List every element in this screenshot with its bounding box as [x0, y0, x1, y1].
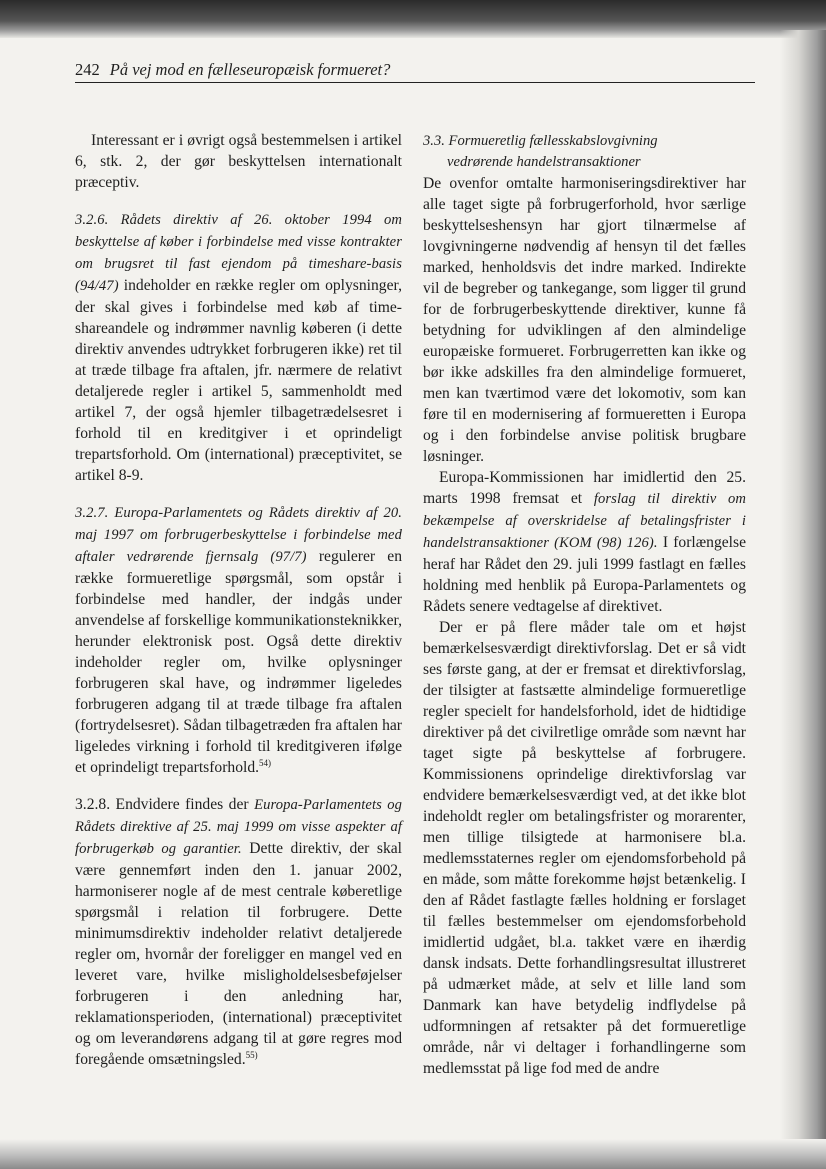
- page-number: 242: [75, 60, 100, 79]
- paragraph-3-3-2-end: I forlængelse heraf har Rådet den 29. juli 1999 fastlagt en fælles holdning med henblik på Europa-Parlamentets og Rådets senere vedtagelse af direktivet.: [423, 534, 746, 615]
- section-3-2-6-body: indeholder en række regler om oplysninger, der skal gives i forbindelse med køb af time-shareandele og indrømmer navnlig køberen (i dette direktiv anvendes udtrykket forbrugeren ikke) ret til at træde tilbage fra aftalen, jfr. nærmere de relativt detaljerede regler i artikel 5, sammenholdt med artikel 7, der også hjemler tilbagetrædelsesret i forhold til en kreditgiver i et oprindeligt trepartsforhold. Om (international) præceptivitet, se artikel 8-9.: [75, 277, 402, 484]
- section-3-2-8-heading: Europa-Parlamentets og Rådets direktive af 25. maj 1999 om visse aspekter af forbrugerkøb og garantier.: [75, 797, 402, 857]
- section-3-2-8: [75, 794, 402, 1070]
- section-3-3-heading-line1: 3.3. Formueretlig fællesskabslovgivning: [423, 133, 658, 149]
- paragraph-3-3-2-italic: forslag til direktiv om bekæmpelse af overskridelse af betalingsfrister i handelstransaktioner (KOM (98) 126).: [423, 491, 746, 551]
- paragraph-3-3-3: Der er på flere måder tale om et højst bemærkelsesværdigt direktivforslag. Det er så vidt ses første gang, at der er fremsat et direktivforslag, der tilsigter at fastsætte almindelige formueretlige regler specielt for handelsforhold, idet de hidtidige direktiver på det civilretlige område som nævnt har taget sigte på beskyttelse af forbrugere. Kommissionens oprindelige direktivforslag var endvidere bemærkelsesværdigt ved, at det ikke blot indeholdt regler om betalingsfrister og morarenter, men tillige tilsigtede at harmonisere bl.a. medlemsstaternes regler om ejendomsforbehold på en måde, som måtte forekomme højst betænkelig. I den af Rådet fastlagte fælles holdning er forslaget til fælles bestemmelser om ejendomsforbehold imidlertid udgået, bl.a. takket være en ihærdig dansk indsats. Dette forhandlingsresultat illustreret på udmærket måde, at selv et lille land som Danmark kan have betydelig indflydelse på udformningen af retsakter på det formueretlige område, når vi deltager i forhandlingerne som medlemsstat på lige fod med de andre: [423, 619, 746, 1077]
- section-3-2-7-heading: 3.2.7. Europa-Parlamentets og Rådets direktiv af 20. maj 1997 om forbrugerbeskyttelse i forbindelse med aftaler vedrørende fjernsalg (97/7): [75, 505, 402, 565]
- scan-shadow-bottom: [0, 1139, 826, 1169]
- scan-shadow-top: [0, 0, 826, 38]
- section-3-2-8-body: Dette direktiv, der skal være gennemført inden den 1. januar 2002, harmoniserer nogle af de mest centrale køberetlige spørgsmål i relation til forbrugere. Dette minimumsdirektiv indeholder relativt detaljerede regler om, hvornår der foreligger en mangel ved en leveret vare, hvilke misligholdelsesbeføjelser forbrugeren i den anledning har, reklamationsperioden, (international) præceptivitet og om leverandørens adgang til at gøre regres mod foregående omsætningsled.: [75, 840, 403, 1068]
- paragraph-3-3-2-start: Europa-Kommissionen har imidlertid den 25. marts 1998 fremsat et: [423, 469, 746, 507]
- section-3-2-6-heading: 3.2.6. Rådets direktiv af 26. oktober 1994 om beskyttelse af køber i forbindelse med visse kontrakter om brugsret til fast ejendom på timeshare-basis (94/47): [75, 212, 402, 294]
- running-header: [75, 60, 755, 83]
- right-column: [423, 130, 746, 1079]
- section-3-2-6: [75, 209, 402, 486]
- section-3-2-8-lead: 3.2.8. Endvidere findes der: [75, 796, 249, 813]
- footnote-ref-54: 54): [259, 757, 272, 768]
- paragraph-intro: Interessant er i øvrigt også bestemmelsen i artikel 6, stk. 2, der gør beskyttelsen internationalt præceptiv.: [75, 132, 402, 191]
- paragraph-3-3-2: [423, 467, 746, 617]
- left-column: [75, 130, 402, 1070]
- section-3-2-7-body: regulerer en række formueretlige spørgsmål, som opstår i forbindelse med handler, der indgås under anvendelse af forskellige kommunikationsteknikker, herunder elektronisk post. Også dette direktiv indeholder regler om, hvilke oplysninger forbrugeren skal have, og indrømmer ligeledes forbrugeren adgang til at træde tilbage fra aftalen (fortrydelsesret). Sådan tilbagetræden fra aftalen har ligeledes virkning i forhold til kreditgiveren ifølge et oprindeligt trepartsforhold.: [75, 548, 402, 776]
- paragraph-3-3-1: De ovenfor omtalte harmoniseringsdirektiver har alle taget sigte på forbrugerforhold, hvor særlige beskyttelseshensyn har gjort tilnærmelse af lovgivningerne nødvendig af hensyn til det fælles marked, henholdsvis det indre marked. Indirekte vil de begreber og tankegange, som ligger til grund for de forbrugerbeskyttende direktiver, kunne få betydning for udviklingen af den almindelige europæiske formueret. Forbrugerretten kan ikke og bør ikke adskilles fra den almindelige formueret, men kan tværtimod være det lokomotiv, som kan føre til en modernisering af formueretten i Europa og i den forbindelse anvise politisk brugbare løsninger.: [423, 175, 746, 465]
- footnote-ref-55: 55): [245, 1049, 258, 1060]
- scan-shadow-right: [780, 30, 826, 1145]
- running-title: På vej mod en fælleseuropæisk formueret?: [109, 60, 391, 79]
- section-3-3-heading-line2: vedrørende handelstransaktioner: [447, 154, 641, 170]
- section-3-2-7: [75, 502, 402, 778]
- section-3-3-heading: [423, 130, 746, 173]
